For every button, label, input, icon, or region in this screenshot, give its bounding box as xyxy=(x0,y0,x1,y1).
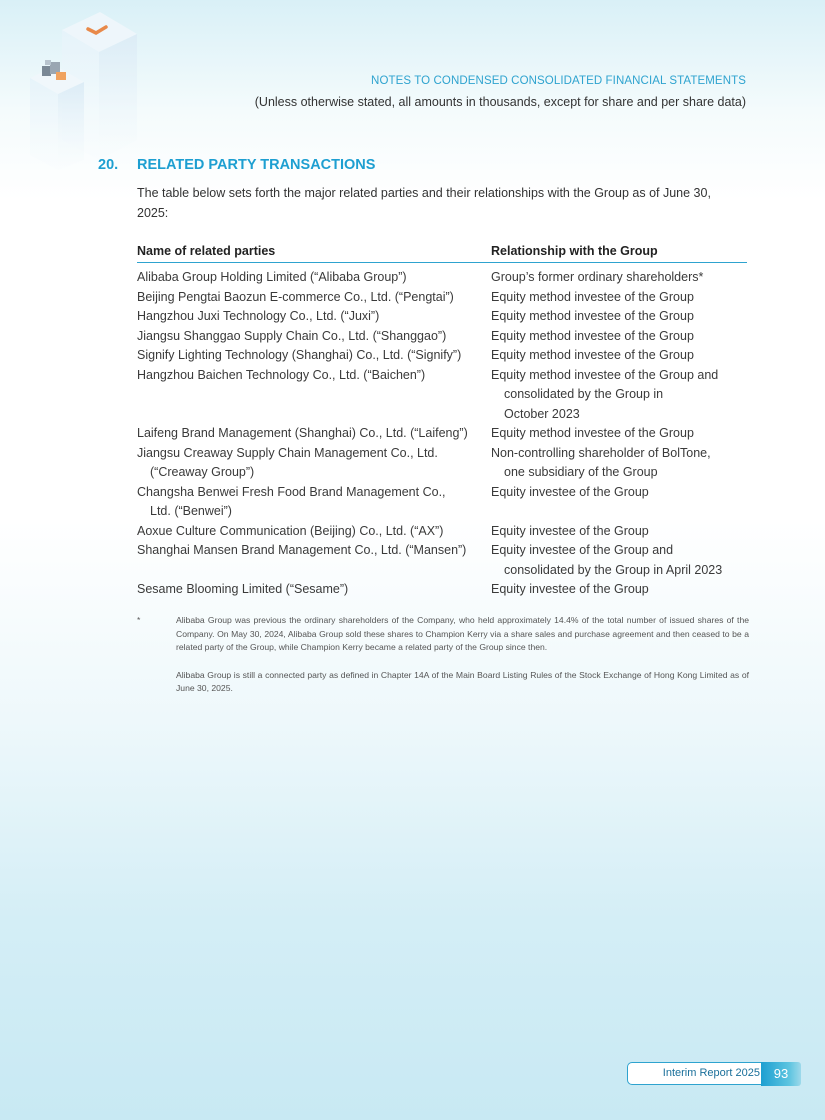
relationship-cell xyxy=(491,580,749,600)
footnote-marker: * xyxy=(137,615,141,625)
table-row xyxy=(137,346,749,366)
party-name: Jiangsu Creaway Supply Chain Management Co., Ltd. xyxy=(137,445,438,460)
relationship-cell xyxy=(491,327,749,347)
table-row xyxy=(137,580,749,600)
party-name: Laifeng Brand Management (Shanghai) Co., Ltd. (“Laifeng”) xyxy=(137,426,468,440)
table-row xyxy=(137,268,749,288)
table-header-rule xyxy=(137,262,747,263)
relationship: October 2023 xyxy=(504,406,580,421)
relationship: Equity method investee of the Group xyxy=(491,289,694,304)
table-row xyxy=(137,327,749,347)
party-name-cell xyxy=(137,444,491,483)
table-row xyxy=(137,483,749,522)
page-number: 93 xyxy=(761,1062,801,1086)
relationship-cell xyxy=(491,366,749,425)
party-name: Hangzhou Juxi Technology Co., Ltd. (“Juxi”) xyxy=(137,309,380,323)
relationship-cell xyxy=(491,346,749,366)
relationship: Equity method investee of the Group xyxy=(491,328,694,343)
party-name: Sesame Blooming Limited (“Sesame”) xyxy=(137,582,349,596)
party-name-cell xyxy=(137,346,491,366)
party-name: Signify Lighting Technology (Shanghai) Co., Ltd. (“Signify”) xyxy=(137,348,462,362)
party-name: Shanghai Mansen Brand Management Co., Ltd. (“Mansen”) xyxy=(137,543,467,557)
party-name-cell xyxy=(137,307,491,327)
table-row xyxy=(137,522,749,542)
decorative-cubes-illustration xyxy=(0,0,160,180)
intro-paragraph xyxy=(137,184,749,223)
relationship: Non-controlling shareholder of BolTone, xyxy=(491,445,711,460)
table-row xyxy=(137,366,749,425)
relationship: consolidated by the Group in April 2023 xyxy=(504,562,723,577)
intro-line: The table below sets forth the major related parties and their relationships with the Group as of June 30, xyxy=(137,186,711,200)
footnote xyxy=(137,614,749,696)
relationship: Equity investee of the Group and xyxy=(491,543,674,557)
relationship-cell xyxy=(491,424,749,444)
relationship: one subsidiary of the Group xyxy=(504,465,658,479)
relationship: Group’s former ordinary shareholders* xyxy=(491,270,704,284)
party-name: Changsha Benwei Fresh Food Brand Management Co., xyxy=(137,484,446,499)
relationship: Equity method investee of the Group xyxy=(491,309,694,323)
relationship: Equity method investee of the Group xyxy=(491,426,694,440)
relationship: Equity method investee of the Group and xyxy=(491,367,719,382)
running-header-section: NOTES TO CONDENSED CONSOLIDATED FINANCIAL STATEMENTS xyxy=(371,75,746,87)
running-header-note: (Unless otherwise stated, all amounts in thousands, except for share and per share data) xyxy=(254,95,746,109)
table-row xyxy=(137,307,749,327)
relationship: Equity investee of the Group xyxy=(491,523,649,538)
section-number: 20. xyxy=(98,157,119,173)
relationship: Equity method investee of the Group xyxy=(491,348,694,362)
table-row xyxy=(137,424,749,444)
party-name-cell xyxy=(137,288,491,308)
relationship-cell xyxy=(491,288,749,308)
column-header-name: Name of related parties xyxy=(137,244,276,258)
table-row xyxy=(137,541,749,580)
section-title: RELATED PARTY TRANSACTIONS xyxy=(137,157,376,173)
party-name-cell xyxy=(137,483,491,522)
party-name: Alibaba Group Holding Limited (“Alibaba Group”) xyxy=(137,270,407,284)
party-name: Ltd. (“Benwei”) xyxy=(150,504,232,518)
party-name: Aoxue Culture Communication (Beijing) Co., Ltd. (“AX”) xyxy=(137,523,444,538)
footnote-paragraph: Alibaba Group is still a connected party as defined in Chapter 14A of the Main Board Listing Rules of the Stock Exchange of Hong Kong Limited as of June 30, 2025. xyxy=(176,669,749,694)
party-name-cell xyxy=(137,268,491,288)
party-name-cell xyxy=(137,580,491,600)
party-name-cell xyxy=(137,541,491,580)
page-footer-badge xyxy=(627,1062,802,1087)
party-name: (“Creaway Group”) xyxy=(150,465,255,479)
relationship-cell xyxy=(491,444,749,483)
relationship-cell xyxy=(491,268,749,288)
party-name: Hangzhou Baichen Technology Co., Ltd. (“Baichen”) xyxy=(137,367,426,382)
column-header-relationship: Relationship with the Group xyxy=(491,244,658,258)
relationship-cell xyxy=(491,307,749,327)
relationship-cell xyxy=(491,541,749,580)
relationship: consolidated by the Group in xyxy=(504,387,664,401)
party-name-cell xyxy=(137,327,491,347)
report-label: Interim Report 2025 xyxy=(627,1062,766,1085)
party-name-cell xyxy=(137,522,491,542)
party-name-cell xyxy=(137,424,491,444)
intro-line: 2025: xyxy=(137,205,169,220)
relationship-cell xyxy=(491,483,749,522)
footnote-paragraph: Alibaba Group was previous the ordinary shareholders of the Company, who held approximately 14.4% of the total number of issued shares of the Company. On May 30, 2024, Alibaba Group sold these shares to Champion Kerry via a share sales and purchase agreement and then ceased to be a related party of the Group, while Champion Kerry became a related party of the Group since then. xyxy=(176,615,749,653)
relationship-cell xyxy=(491,522,749,542)
related-parties-table xyxy=(137,268,749,600)
party-name-cell xyxy=(137,366,491,425)
relationship: Equity investee of the Group xyxy=(491,582,649,596)
party-name: Beijing Pengtai Baozun E-commerce Co., Ltd. (“Pengtai”) xyxy=(137,289,454,304)
table-row xyxy=(137,444,749,483)
table-row xyxy=(137,288,749,308)
relationship: Equity investee of the Group xyxy=(491,484,649,499)
party-name: Jiangsu Shanggao Supply Chain Co., Ltd. (“Shanggao”) xyxy=(137,328,447,343)
